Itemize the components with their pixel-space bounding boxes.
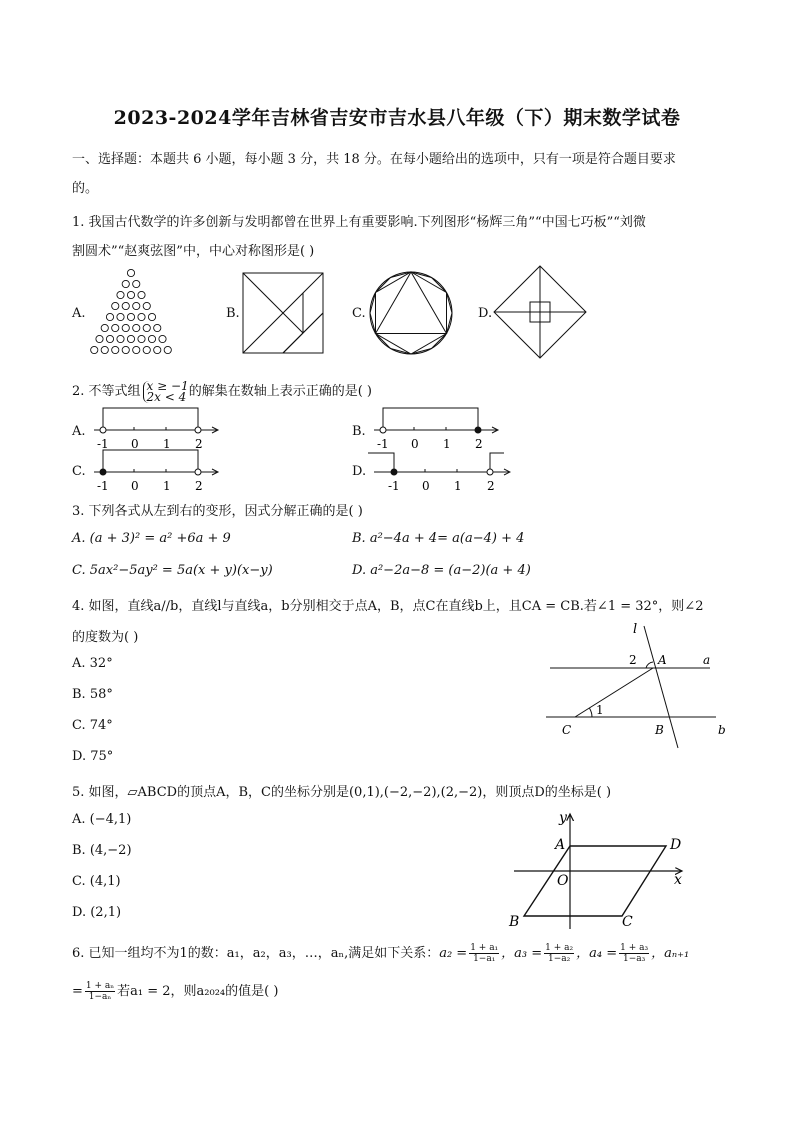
q5-parallelogram-figure bbox=[502, 804, 702, 932]
q4-stem: 4. 如图，直线a//b，直线l与直线a，b分别相交于点A，B，点C在直线b上，且CA = CB.若∠1 = 32°，则∠2 bbox=[72, 599, 704, 614]
triangle-dot bbox=[159, 335, 166, 342]
label-vertex-b: B bbox=[509, 914, 520, 930]
q3-option-c: C. 5ax²−5ay² = 5a(x + y)(x−y) bbox=[72, 563, 273, 578]
triangle-dot bbox=[143, 346, 150, 353]
triangle-dot bbox=[133, 346, 140, 353]
q6-an1-label: ，aₙ₊₁ bbox=[651, 946, 690, 961]
triangle-dot bbox=[127, 269, 134, 276]
q1-option-b-label: B. bbox=[226, 306, 240, 321]
label-a-line: a bbox=[703, 653, 711, 667]
triangle-dot bbox=[117, 313, 124, 320]
q5-option-d: D. (2,1) bbox=[72, 905, 122, 920]
triangle-dot bbox=[112, 324, 119, 331]
q5-stem: 5. 如图，▱ABCD的顶点A，B，C的坐标分别是(0,1),(−2,−2),(2,−2)，则顶点D的坐标是( ) bbox=[72, 785, 612, 800]
q2-number-line-d bbox=[366, 446, 511, 492]
q2-number-line-a bbox=[86, 404, 226, 450]
q3-option-d: D. a²−2a−8 = (a−2)(a + 4) bbox=[352, 563, 531, 578]
tick-label: 2 bbox=[475, 437, 483, 450]
triangle-dot bbox=[143, 324, 150, 331]
tick-label: 0 bbox=[131, 437, 139, 450]
q1-option-a-label: A. bbox=[72, 306, 86, 321]
q1-option-c-label: C. bbox=[352, 306, 366, 321]
tick-label: 1 bbox=[163, 437, 171, 450]
q2-option-b-label: B. bbox=[352, 424, 366, 439]
solution-bracket bbox=[383, 408, 478, 430]
q5-option-c: C. (4,1) bbox=[72, 874, 121, 889]
q2-inequality-2: 2x < 4 bbox=[146, 389, 187, 404]
q6-frac-3-num: 1 + a₃ bbox=[620, 943, 649, 953]
tick-label: -1 bbox=[97, 479, 109, 492]
triangle-dot bbox=[133, 302, 140, 309]
page-title: 2023-2024学年吉林省吉安市吉水县八年级（下）期末数学试卷 bbox=[113, 107, 681, 129]
q6-stem-cont bbox=[72, 980, 278, 1002]
triangle-dot bbox=[122, 346, 129, 353]
q6-equals: = bbox=[72, 984, 83, 999]
q6-tail: 若a₁ = 2，则a₂₀₂₄的值是( ) bbox=[117, 984, 279, 999]
label-vertex-c: C bbox=[622, 914, 633, 930]
triangle-dot bbox=[127, 335, 134, 342]
tick-label: 0 bbox=[411, 437, 419, 450]
endpoint-dot bbox=[391, 469, 397, 475]
q2-option-a-label: A. bbox=[72, 424, 86, 439]
q6-frac-2 bbox=[544, 943, 574, 964]
tick-label: -1 bbox=[388, 479, 400, 492]
tick-label: 2 bbox=[195, 437, 203, 450]
triangle-dot bbox=[117, 291, 124, 298]
tick-label: 1 bbox=[454, 479, 462, 492]
q2-stem-prefix: 2. 不等式组 bbox=[72, 384, 141, 399]
q2-stem bbox=[72, 380, 372, 403]
triangle-dot bbox=[133, 324, 140, 331]
q6-a3-label: ，a₃ = bbox=[501, 946, 543, 961]
tick-label: 2 bbox=[195, 479, 203, 492]
label-b-line: b bbox=[718, 723, 726, 737]
q2-number-line-b bbox=[366, 404, 506, 450]
tick-label: 1 bbox=[443, 437, 451, 450]
q1-option-d-label: D. bbox=[478, 306, 493, 321]
tick-label: -1 bbox=[97, 437, 109, 450]
triangle-dot bbox=[101, 346, 108, 353]
circle-cutting-figure bbox=[366, 268, 456, 358]
q6-frac-n-num: 1 + aₙ bbox=[85, 981, 115, 991]
q6-frac-n-den: 1−aₙ bbox=[88, 992, 112, 1002]
label-a-point: A bbox=[658, 653, 667, 667]
segment-ca bbox=[575, 668, 653, 717]
endpoint-dot bbox=[100, 469, 106, 475]
q4-option-b: B. 58° bbox=[72, 687, 113, 702]
triangle-dot bbox=[154, 346, 161, 353]
q6-frac-1-num: 1 + a₁ bbox=[470, 943, 499, 953]
triangle-dot bbox=[164, 346, 171, 353]
q6-frac-2-num: 1 + a₂ bbox=[545, 943, 574, 953]
triangle-dot bbox=[106, 335, 113, 342]
label-angle-2: 2 bbox=[629, 653, 637, 667]
q1-stem: 1. 我国古代数学的许多创新与发明都曾在世界上有重要影响.下列图形“杨辉三角”“中国七巧板”“刘微 bbox=[72, 215, 646, 230]
tick-label: -1 bbox=[377, 437, 389, 450]
label-b-point: B bbox=[655, 723, 664, 737]
triangle-dot bbox=[117, 335, 124, 342]
q4-option-c: C. 74° bbox=[72, 718, 113, 733]
q6-frac-n bbox=[85, 981, 115, 1002]
tick-label: 0 bbox=[422, 479, 430, 492]
q6-stem bbox=[72, 942, 689, 964]
q1-stem-cont: 割圆术”“赵爽弦图”中，中心对称图形是( ) bbox=[72, 244, 315, 259]
q2-stem-suffix: 的解集在数轴上表示正确的是( ) bbox=[188, 384, 372, 399]
solution-ray-right bbox=[490, 453, 504, 472]
zhao-shuang-figure bbox=[492, 264, 588, 360]
section-heading-cont: 的。 bbox=[72, 181, 99, 196]
solution-bracket bbox=[103, 450, 198, 472]
q6-frac-3 bbox=[619, 943, 649, 964]
triangle-dot bbox=[143, 302, 150, 309]
solution-ray-left bbox=[368, 453, 394, 472]
label-vertex-d: D bbox=[670, 837, 682, 853]
label-l: l bbox=[633, 622, 638, 637]
triangle-dot bbox=[122, 302, 129, 309]
triangle-dot bbox=[127, 291, 134, 298]
triangle-dot bbox=[148, 313, 155, 320]
endpoint-dot bbox=[475, 427, 481, 433]
q2-number-line-c bbox=[86, 446, 226, 492]
triangle-dot bbox=[112, 346, 119, 353]
q3-option-b: B. a²−4a + 4= a(a−4) + 4 bbox=[352, 531, 525, 546]
triangle-dot bbox=[133, 280, 140, 287]
endpoint-dot bbox=[487, 469, 493, 475]
triangle-dot bbox=[101, 324, 108, 331]
label-vertex-a: A bbox=[555, 837, 566, 853]
solution-bracket bbox=[103, 408, 198, 430]
endpoint-dot bbox=[380, 427, 386, 433]
endpoint-dot bbox=[195, 427, 201, 433]
label-x-axis: x bbox=[674, 872, 682, 888]
parallelogram-abcd bbox=[524, 846, 666, 916]
endpoint-dot bbox=[195, 469, 201, 475]
triangle-dot bbox=[122, 324, 129, 331]
triangle-dot bbox=[106, 313, 113, 320]
q2-option-c-label: C. bbox=[72, 464, 86, 479]
tick-label: 0 bbox=[131, 479, 139, 492]
q4-stem-cont: 的度数为( ) bbox=[72, 630, 139, 645]
triangle-dot bbox=[127, 313, 134, 320]
label-c-point: C bbox=[562, 723, 572, 737]
label-angle-1: 1 bbox=[596, 703, 604, 717]
q2-inequality-system bbox=[143, 378, 189, 404]
q5-option-b: B. (4,−2) bbox=[72, 843, 132, 858]
triangle-dot bbox=[138, 335, 145, 342]
endpoint-dot bbox=[100, 427, 106, 433]
q6-frac-1-den: 1−a₁ bbox=[473, 954, 496, 964]
q2-inequality-1: x ≥ −1 bbox=[146, 378, 189, 393]
triangle-dot bbox=[91, 346, 98, 353]
triangle-dot bbox=[148, 335, 155, 342]
section-heading: 一、选择题：本题共 6 小题，每小题 3 分，共 18 分。在每小题给出的选项中，只有一项是符合题目要求 bbox=[72, 152, 676, 167]
triangle-dot bbox=[96, 335, 103, 342]
q3-stem: 3. 下列各式从左到右的变形，因式分解正确的是( ) bbox=[72, 504, 363, 519]
triangle-dot bbox=[138, 291, 145, 298]
tick-label: 1 bbox=[163, 479, 171, 492]
yanghui-triangle-figure bbox=[86, 266, 176, 358]
q6-a2-label: a₂ = bbox=[439, 946, 468, 961]
q4-option-d: D. 75° bbox=[72, 749, 114, 764]
q6-frac-2-den: 1−a₂ bbox=[548, 954, 571, 964]
triangle-dot bbox=[112, 302, 119, 309]
q6-stem-text: 6. 已知一组均不为1的数：a₁，a₂，a₃，…，aₙ,满足如下关系： bbox=[72, 946, 440, 961]
triangle-dot bbox=[138, 313, 145, 320]
q6-frac-3-den: 1−a₃ bbox=[623, 954, 646, 964]
label-origin: O bbox=[557, 873, 569, 889]
q6-a4-label: ，a₄ = bbox=[576, 946, 618, 961]
q6-frac-1 bbox=[469, 943, 499, 964]
q4-option-a: A. 32° bbox=[72, 656, 113, 671]
triangle-dot bbox=[154, 324, 161, 331]
label-y-axis: y bbox=[559, 810, 567, 826]
q3-option-a: A. (a + 3)² = a² +6a + 9 bbox=[72, 531, 231, 546]
q5-option-a: A. (−4,1) bbox=[72, 812, 132, 827]
q4-geometry-figure bbox=[540, 616, 730, 750]
q2-option-d-label: D. bbox=[352, 464, 367, 479]
tick-label: 2 bbox=[487, 479, 495, 492]
tangram-figure bbox=[240, 270, 326, 356]
triangle-dot bbox=[122, 280, 129, 287]
